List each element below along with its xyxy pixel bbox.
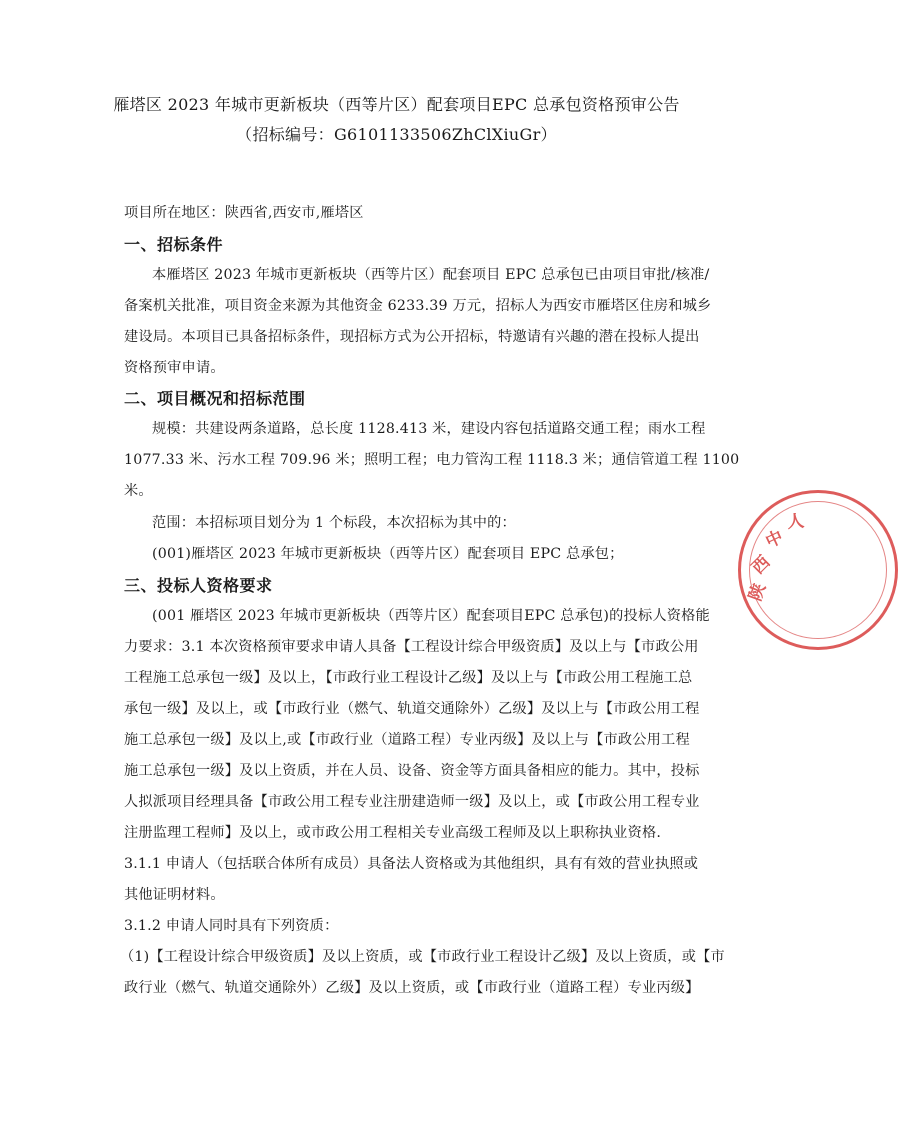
paragraph-line: 政行业（燃气、轨道交通除外）乙级】及以上资质，或【市政行业（道路工程）专业丙级】 (124, 980, 700, 996)
paragraph-line: (001 雁塔区 2023 年城市更新板块（西等片区）配套项目EPC 总承包)的投标人资格能 (152, 608, 710, 624)
paragraph-line: 1077.33 米、污水工程 709.96 米；照明工程；电力管沟工程 1118.3 米；通信管道工程 1100 (124, 452, 740, 468)
section-heading-3: 三、投标人资格要求 (124, 576, 273, 595)
paragraph-line: 资格预审申请。 (124, 360, 225, 376)
paragraph-line: 人拟派项目经理具备【市政公用工程专业注册建造师一级】及以上，或【市政公用工程专业 (124, 794, 700, 810)
section-heading-1: 一、招标条件 (124, 235, 224, 254)
seal-char: 陕 (745, 580, 771, 604)
paragraph-line: 工程施工总承包一级】及以上，【市政行业工程设计乙级】及以上与【市政公用工程施工总 (124, 670, 693, 686)
paragraph-line: 本雁塔区 2023 年城市更新板块（西等片区）配套项目 EPC 总承包已由项目审批/核准/ (152, 267, 710, 283)
clause-3-1-2: 3.1.2 申请人同时具有下列资质： (124, 918, 339, 934)
paragraph-line: 施工总承包一级】及以上,或【市政行业（道路工程）专业丙级】及以上与【市政公用工程 (124, 732, 690, 748)
paragraph-line: 力要求：3.1 本次资格预审要求申请人具备【工程设计综合甲级资质】及以上与【市政公用 (124, 639, 699, 655)
tender-number: （招标编号：G6101133506ZhClXiuGr） (236, 125, 557, 144)
paragraph-line: 米。 (124, 483, 153, 499)
seal-char: 中 (762, 527, 787, 553)
paragraph-line: 施工总承包一级】及以上资质，并在人员、设备、资金等方面具备相应的能力。其中，投标 (124, 763, 700, 779)
clause-3-1-1-cont: 其他证明材料。 (124, 887, 225, 903)
paragraph-line: （1)【工程设计综合甲级资质】及以上资质，或【市政行业工程设计乙级】及以上资质，或【市 (120, 949, 725, 965)
paragraph-line: 规模：共建设两条道路，总长度 1128.413 米，建设内容包括道路交通工程；雨水工程 (152, 421, 706, 437)
paragraph-line: 承包一级】及以上，或【市政行业（燃气、轨道交通除外）乙级】及以上与【市政公用工程 (124, 701, 700, 717)
paragraph-line: 备案机关批准，项目资金来源为其他资金 6233.39 万元，招标人为西安市雁塔区住房和城乡 (124, 298, 712, 314)
clause-3-1-1: 3.1.1 申请人（包括联合体所有成员）具备法人资格或为其他组织，具有有效的营业执照或 (124, 856, 699, 872)
official-seal (738, 490, 898, 650)
seal-char: 人 (786, 511, 806, 533)
paragraph-line: 注册监理工程师】及以上，或市政公用工程相关专业高级工程师及以上职称执业资格. (124, 825, 662, 841)
seal-char: 西 (748, 552, 775, 579)
lot-line: (001)雁塔区 2023 年城市更新板块（西等片区）配套项目 EPC 总承包； (152, 546, 624, 562)
scope-line: 范围：本招标项目划分为 1 个标段，本次招标为其中的： (152, 515, 516, 531)
document-title: 雁塔区 2023 年城市更新板块（西等片区）配套项目EPC 总承包资格预审公告 (113, 95, 680, 114)
paragraph-line: 建设局。本项目已具备招标条件，现招标方式为公开招标，特邀请有兴趣的潜在投标人提出 (124, 329, 700, 345)
project-location: 项目所在地区：陕西省,西安市,雁塔区 (124, 205, 364, 221)
section-heading-2: 二、项目概况和招标范围 (124, 389, 306, 408)
